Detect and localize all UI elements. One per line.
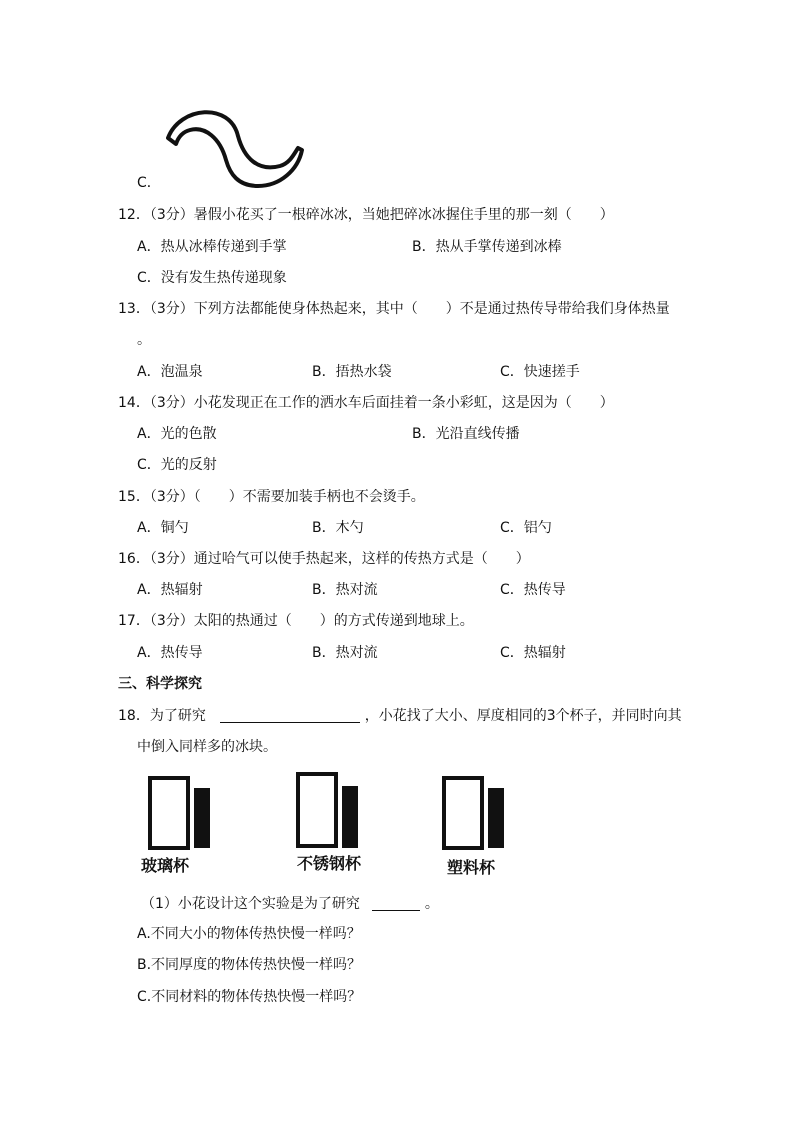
q18-sub1-option-b[interactable]: B.不同厚度的物体传热快慢一样吗？ <box>137 957 362 973</box>
q15-option-a[interactable]: A．铜勺 <box>137 520 189 536</box>
q14-option-b[interactable]: B．光沿直线传播 <box>412 426 520 442</box>
q17-option-b[interactable]: B．热对流 <box>312 645 378 661</box>
q12-option-c[interactable]: C．没有发生热传递现象 <box>137 270 287 286</box>
q18-sub1-answer-blank[interactable] <box>372 896 420 911</box>
q16-stem: 16．（3分）通过哈气可以使手热起来，这样的传热方式是（ ） <box>118 551 530 567</box>
q13-option-a[interactable]: A．泡温泉 <box>137 364 203 380</box>
q18-stem-line2: 中倒入同样多的冰块。 <box>137 739 277 755</box>
q18-stem <box>118 708 682 723</box>
q13-option-b[interactable]: B．捂热水袋 <box>312 364 392 380</box>
q18-answer-blank[interactable] <box>220 708 360 723</box>
figure-c-label: C． <box>137 175 161 191</box>
q18-sub1-end: 。 <box>424 896 439 912</box>
q18-sub1-start: （1）小花设计这个实验是为了研究 <box>141 896 360 912</box>
q16-option-b[interactable]: B．热对流 <box>312 582 378 598</box>
q15-option-c[interactable]: C．铝勺 <box>500 520 552 536</box>
q17-option-a[interactable]: A．热传导 <box>137 645 203 661</box>
q17-stem: 17．（3分）太阳的热通过（ ）的方式传递到地球上。 <box>118 613 474 629</box>
q12-option-b[interactable]: B．热从手掌传递到冰棒 <box>412 239 562 255</box>
q13-option-c[interactable]: C．快速搓手 <box>500 364 580 380</box>
q16-option-a[interactable]: A．热辐射 <box>137 582 203 598</box>
q14-option-a[interactable]: A．光的色散 <box>137 426 217 442</box>
q14-stem: 14．（3分）小花发现正在工作的洒水车后面挂着一条小彩虹，这是因为（ ） <box>118 395 614 411</box>
q12-option-a[interactable]: A．热从冰棒传递到手掌 <box>137 239 287 255</box>
section-title: 三、科学探究 <box>118 676 202 692</box>
q15-stem: 15．（3分）（ ）不需要加装手柄也不会烫手。 <box>118 489 425 505</box>
q17-option-c[interactable]: C．热辐射 <box>500 645 566 661</box>
q18-sub1-option-c[interactable]: C.不同材料的物体传热快慢一样吗？ <box>137 989 362 1005</box>
q18-stem-start: 18．为了研究 <box>118 708 206 724</box>
q14-option-c[interactable]: C．光的反射 <box>137 457 217 473</box>
cup-label-stainless-steel: 不锈钢杯 <box>297 854 362 873</box>
figure-c-curved-strip <box>160 108 305 190</box>
stainless-steel-cup-icon <box>294 772 362 852</box>
glass-cup-icon <box>146 776 214 852</box>
q18-sub1-option-a[interactable]: A.不同大小的物体传热快慢一样吗？ <box>137 926 361 942</box>
q16-option-c[interactable]: C．热传导 <box>500 582 566 598</box>
q15-option-b[interactable]: B．木勺 <box>312 520 364 536</box>
q18-stem-end: ，小花找了大小、厚度相同的3个杯子，并同时向其 <box>364 708 682 724</box>
q18-sub1-stem <box>141 896 439 911</box>
cup-label-plastic: 塑料杯 <box>447 858 496 877</box>
plastic-cup-icon <box>440 776 508 854</box>
q13-stem-continuation: 。 <box>137 332 151 348</box>
q13-stem: 13．（3分）下列方法都能使身体热起来，其中（ ）不是通过热传导带给我们身体热量 <box>118 301 670 317</box>
cup-label-glass: 玻璃杯 <box>141 856 190 875</box>
q12-stem: 12．（3分）暑假小花买了一根碎冰冰，当她把碎冰冰握住手里的那一刻（ ） <box>118 207 614 223</box>
